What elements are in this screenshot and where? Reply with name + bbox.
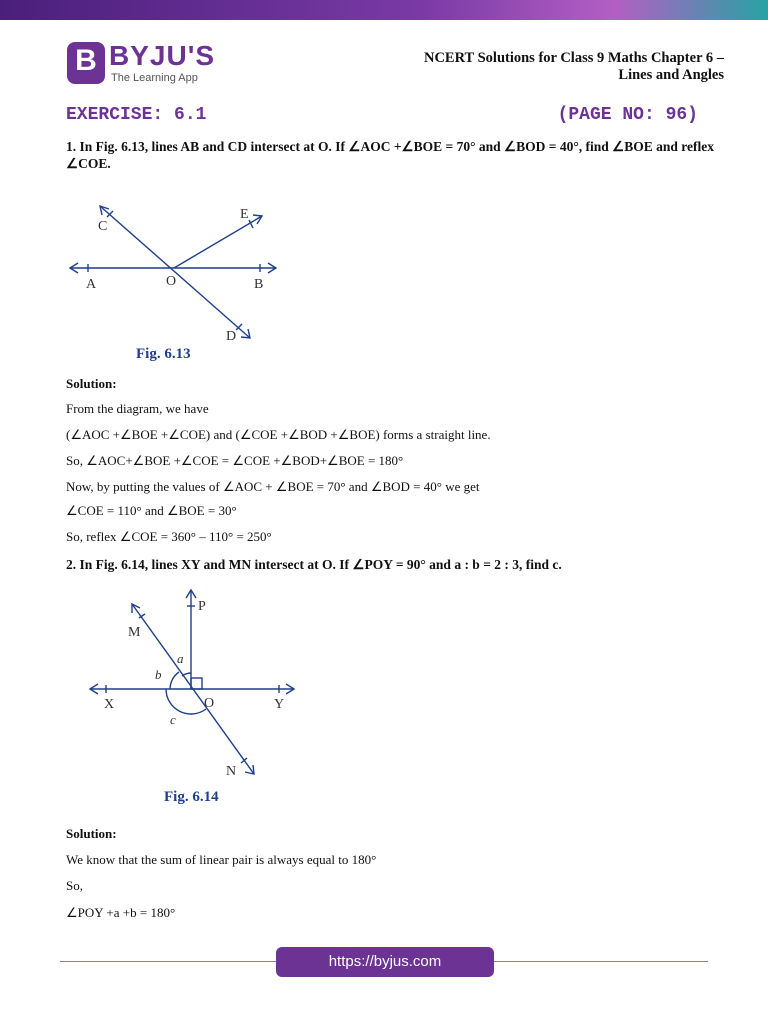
solution-1-line-3: So, ∠AOC+∠BOE +∠COE = ∠COE +∠BOD+∠BOE = 180°: [66, 453, 404, 468]
label-n: N: [226, 764, 237, 779]
question-1-line-2: ∠COE.: [66, 156, 111, 171]
label-m: M: [128, 625, 141, 640]
solution-2-line-3: ∠POY +a +b = 180°: [66, 905, 176, 920]
label-p: P: [198, 599, 206, 614]
figure-6-13-caption: Fig. 6.13: [136, 346, 191, 362]
label-a: A: [86, 277, 97, 292]
byjus-logo: [67, 42, 267, 92]
top-color-band: [0, 0, 768, 20]
question-2-line-1: 2. In Fig. 6.14, lines XY and MN intersect at O. If ∠POY = 90° and a : b = 2 : 3, find c.: [66, 557, 562, 572]
arc-b: [170, 672, 179, 689]
footer-url-link[interactable]: https://byjus.com: [276, 947, 494, 977]
arc-c: [166, 689, 206, 714]
question-1-line-1: 1. In Fig. 6.13, lines AB and CD intersect at O. If ∠AOC +∠BOE = 70° and ∠BOD = 40°, find ∠BOE and reflex: [66, 139, 714, 154]
ray-oe: [174, 216, 262, 268]
label-b: B: [254, 277, 264, 292]
solution-1-line-5: ∠COE = 110° and ∠BOE = 30°: [66, 503, 237, 518]
solution-1-line-4: Now, by putting the values of ∠AOC + ∠BOE = 70° and ∠BOD = 40° we get: [66, 479, 480, 494]
solution-1-line-2: (∠AOC +∠BOE +∠COE) and (∠COE +∠BOD +∠BOE) forms a straight line.: [66, 427, 491, 442]
solution-2-line-1: We know that the sum of linear pair is always equal to 180°: [66, 852, 377, 867]
solution-1-line-1: From the diagram, we have: [66, 401, 209, 416]
document-title: [424, 50, 724, 84]
label-d: D: [226, 329, 237, 344]
line-cd: [100, 206, 250, 338]
solution-2-line-2: So,: [66, 878, 83, 893]
question-1: [66, 138, 716, 172]
figure-6-13: [66, 198, 286, 373]
solution-2-label: Solution:: [66, 826, 117, 841]
logo-letter: B: [75, 44, 97, 77]
logo-brand: BYJU'S: [109, 40, 216, 71]
question-2: [66, 556, 716, 573]
page-number: (PAGE NO: 96): [557, 105, 698, 125]
label-angle-c: c: [170, 712, 176, 727]
arrow-e: [253, 215, 262, 224]
label-angle-b: b: [155, 667, 162, 682]
solution-1-line-6: So, reflex ∠COE = 360° – 110° = 250°: [66, 529, 272, 544]
logo-tagline: The Learning App: [111, 72, 198, 84]
label-angle-a: a: [177, 651, 184, 666]
label-e: E: [240, 207, 249, 222]
exercise-heading: EXERCISE: 6.1: [66, 105, 207, 125]
title-line-1: NCERT Solutions for Class 9 Maths Chapter 6 –: [423, 50, 724, 66]
figure-6-14-diagram: [86, 584, 316, 809]
label-x: X: [104, 697, 115, 712]
figure-6-13-diagram: [66, 198, 286, 368]
label-o: O: [166, 274, 177, 289]
label-c: C: [98, 219, 108, 234]
figure-6-14-caption: Fig. 6.14: [164, 789, 219, 805]
title-line-2: Lines and Angles: [618, 67, 724, 83]
label-y: Y: [274, 697, 285, 712]
label-o: O: [204, 696, 215, 711]
arc-a: [182, 673, 191, 676]
solution-1-label: Solution:: [66, 376, 117, 391]
figure-6-14: [86, 584, 316, 814]
